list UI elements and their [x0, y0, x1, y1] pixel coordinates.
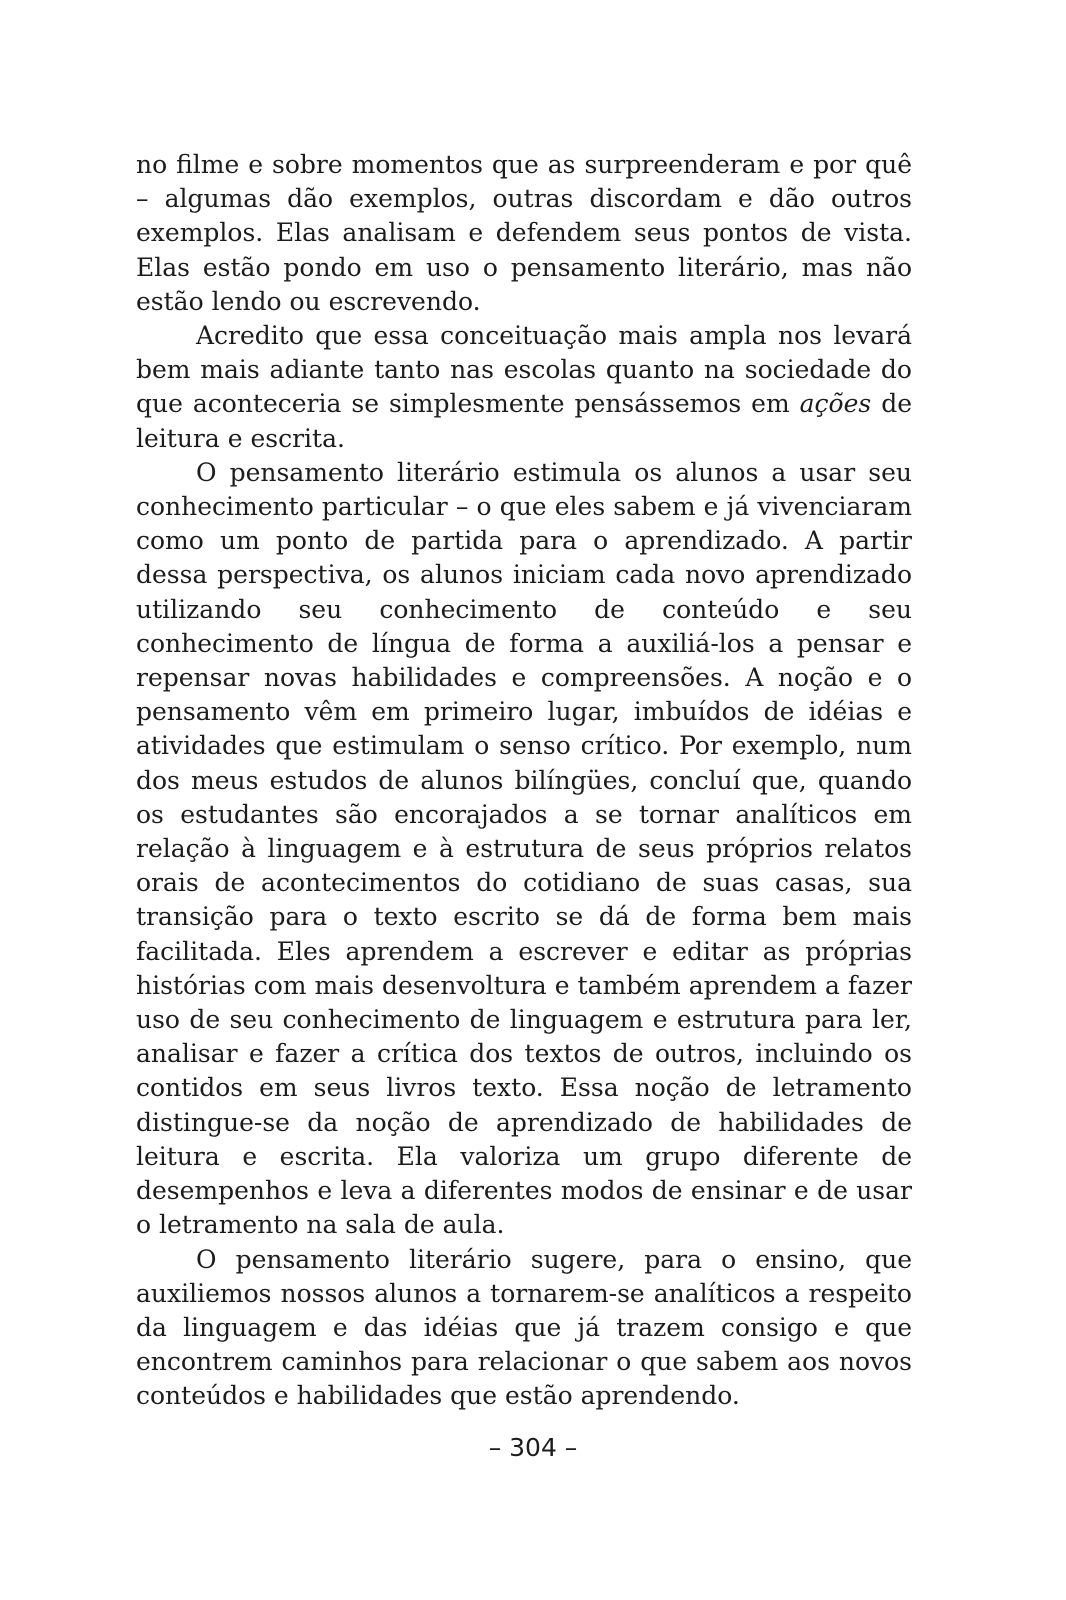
paragraph-1: no filme e sobre momentos que as surpreenderam e por quê – algumas dão exemplos, outras discordam e dão outros exemplos. Elas analisam e defendem seus pontos de vista. Elas estão pondo em uso o pensamento literário, mas não estão lendo ou escrevendo.	[136, 150, 912, 316]
body-text	[136, 148, 912, 1414]
page-number: – 304 –	[488, 1433, 578, 1462]
paragraph-2-text-start: Acredito que essa conceituação mais ampla nos levará bem mais adiante tanto nas escolas quanto na sociedade do que aconteceria se simplesmente pensássemos em	[136, 321, 912, 419]
paragraph-2	[136, 319, 912, 456]
paragraph-2-emphasis: ações	[799, 389, 872, 419]
paragraph-3: O pensamento literário estimula os alunos a usar seu conhecimento particular – o que eles sabem e já vivenciaram como um ponto de partida para o aprendizado. A partir dessa perspectiva, os alunos iniciam cada novo aprendizado utilizando seu conhecimento de conteúdo e seu conhecimento de língua de forma a auxiliá-los a pensar e repensar novas habilidades e compreensões. A noção e o pensamento vêm em primeiro lugar, imbuídos de idéias e atividades que estimulam o senso crítico. Por exemplo, num dos meus estudos de alunos bilíngües, concluí que, quando os estudantes são encorajados a se tornar analíticos em relação à linguagem e à estrutura de seus próprios relatos orais de acontecimentos do cotidiano de suas casas, sua transição para o texto escrito se dá de forma bem mais facilitada. Eles aprendem a escrever e editar as próprias histórias com mais desenvoltura e também aprendem a fazer uso de seu conhecimento de linguagem e estrutura para ler, analisar e fazer a crítica dos textos de outros, incluindo os contidos em seus livros texto. Essa noção de letramento distingue-se da noção de aprendizado de habilidades de leitura e escrita. Ela valoriza um grupo diferente de desempenhos e leva a diferentes modos de ensinar e de usar o letramento na sala de aula.	[136, 457, 912, 1240]
paragraph-2-text-end: de leitura e escrita.	[136, 389, 912, 453]
paragraph-4: O pensamento literário sugere, para o ensino, que auxiliemos nossos alunos a tornarem-se analíticos a respeito da linguagem e das idéias que já trazem consigo e que encontrem caminhos para relacionar o que sabem aos novos conteúdos e habilidades que estão aprendendo.	[136, 1244, 912, 1411]
